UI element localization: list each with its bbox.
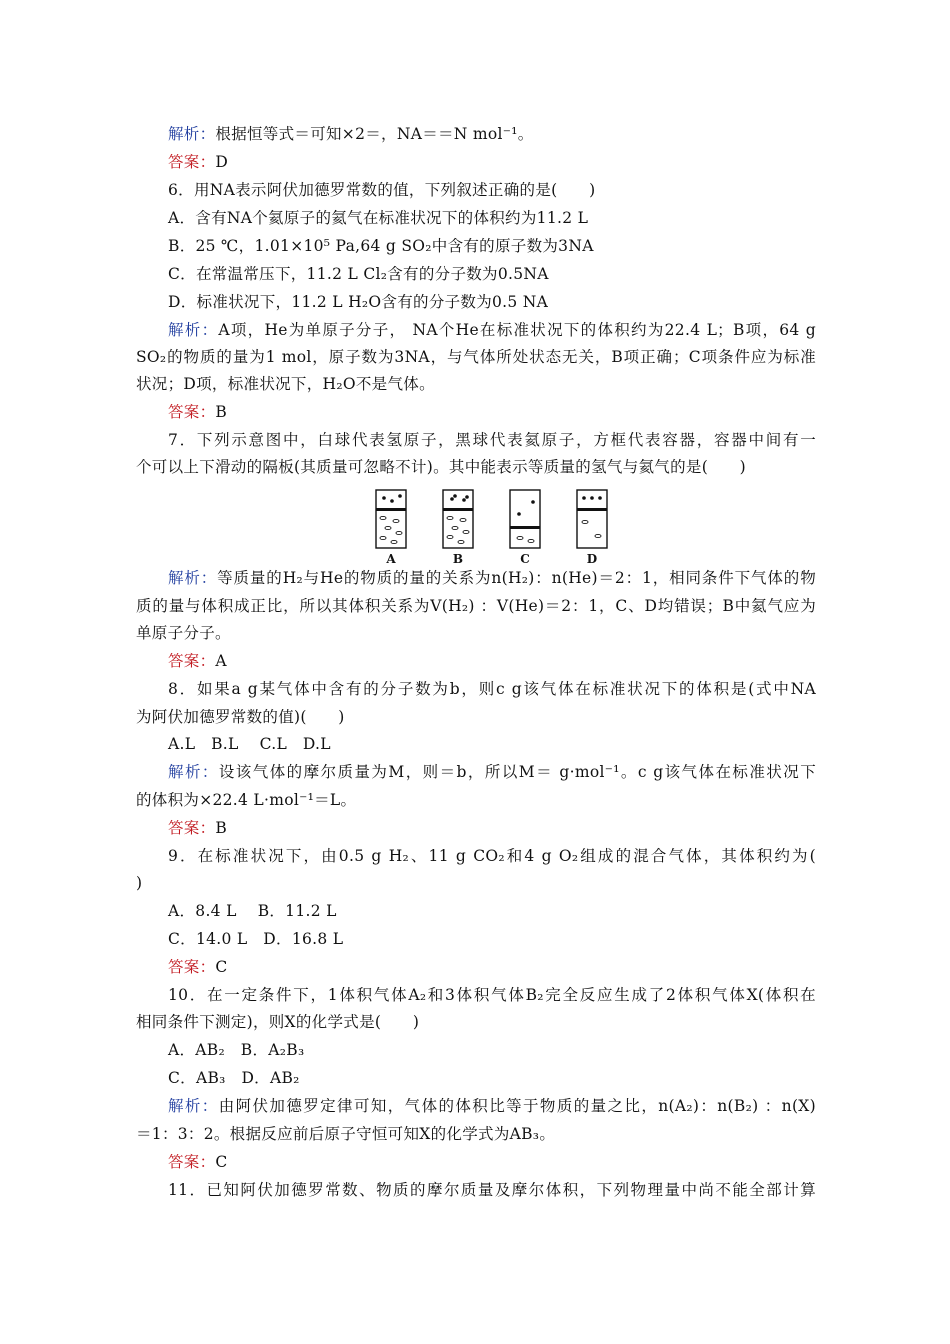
q6-answer <box>168 402 816 422</box>
container-b <box>443 490 473 548</box>
q8-stem-line-1: 8．如果a g某气体中含有的分子数为b，则c g该气体在标准状况下的体积是(式中NA <box>168 680 816 698</box>
answer-label: 答案： <box>168 1153 216 1171</box>
q7-answer <box>168 651 816 671</box>
figure-label-a: A <box>386 552 396 566</box>
analysis-label: 解析： <box>168 125 216 143</box>
q10-options-1: A．AB₂ B．A₂B₃ <box>168 1041 305 1059</box>
answer-label: 答案： <box>168 403 216 421</box>
q7-analysis-line-3: 单原子分子。 <box>136 624 231 642</box>
answer-value: C <box>215 1153 228 1171</box>
q9-options-1: A．8.4 L B．11.2 L <box>168 902 337 920</box>
container-d <box>577 490 607 548</box>
figure-label-b: B <box>452 552 464 566</box>
q8-answer <box>168 818 816 838</box>
q10-analysis-line-2: ＝1：3：2。根据反应前后原子守恒可知X的化学式为AB₃。 <box>136 1125 556 1143</box>
answer-label: 答案： <box>168 153 216 171</box>
analysis-label: 解析： <box>168 1097 219 1115</box>
analysis-text: 设该气体的摩尔质量为M，则＝b，所以M＝ g·mol⁻¹。c g该气体在标准状况下 <box>218 763 816 781</box>
container-a <box>376 490 406 548</box>
answer-value: B <box>215 819 228 837</box>
figure-label-c: C <box>520 552 530 566</box>
q8-analysis-line-2: 的体积为×22.4 L·mol⁻¹＝L。 <box>136 791 357 809</box>
q10-options-2: C．AB₃ D．AB₂ <box>168 1069 300 1087</box>
q7-container-diagram <box>370 486 620 568</box>
analysis-label: 解析： <box>168 569 218 587</box>
analysis-text: A项，He为单原子分子， NA个He在标准状况下的体积约为22.4 L；B项，64 g <box>218 321 817 339</box>
q6-analysis-line-1 <box>168 320 816 340</box>
answer-label: 答案： <box>168 652 216 670</box>
q10-analysis-line-1 <box>168 1096 816 1116</box>
q6-option-d: D．标准状况下，11.2 L H₂O含有的分子数为0.5 NA <box>168 293 549 311</box>
q10-stem-line-1: 10．在一定条件下，1体积气体A₂和3体积气体B₂完全反应生成了2体积气体X(体积在 <box>168 986 816 1004</box>
q6-option-b: B．25 ℃，1.01×10⁵ Pa,64 g SO₂中含有的原子数为3NA <box>168 237 594 255</box>
container-c <box>510 490 540 548</box>
q11-stem-line-1: 11．已知阿伏加德罗常数、物质的摩尔质量及摩尔体积，下列物理量中尚不能全部计算 <box>168 1181 816 1199</box>
q5-answer <box>168 152 816 172</box>
analysis-text: 由阿伏加德罗定律可知，气体的体积比等于物质的量之比，n(A₂)：n(B₂) ：n(X) <box>218 1097 816 1115</box>
q8-analysis-line-1 <box>168 762 816 782</box>
q6-stem: 6．用NA表示阿伏加德罗常数的值，下列叙述正确的是( ) <box>168 181 596 199</box>
q8-options: A.L B.L C.L D.L <box>168 735 331 753</box>
q9-stem-line-2: ) <box>136 874 143 892</box>
q8-stem-line-2: 为阿伏加德罗常数的值)( ) <box>136 708 345 726</box>
q7-stem-line-2: 个可以上下滑动的隔板(其质量可忽略不计)。其中能表示等质量的氢气与氦气的是( ) <box>136 458 746 476</box>
analysis-label: 解析： <box>168 321 219 339</box>
q5-analysis <box>168 124 816 144</box>
q7-analysis-line-2: 质的量与体积成正比，所以其体积关系为V(H₂) ：V(He)＝2：1，C、D均错误；B中氦气应为 <box>136 597 816 615</box>
answer-value: D <box>215 153 229 171</box>
q7-analysis-line-1 <box>168 568 816 588</box>
answer-value: B <box>215 403 228 421</box>
q6-option-a: A．含有NA个氦原子的氦气在标准状况下的体积约为11.2 L <box>168 209 589 227</box>
q10-stem-line-2: 相同条件下测定)，则X的化学式是( ) <box>136 1013 420 1031</box>
q6-analysis-line-2: SO₂的物质的量为1 mol，原子数为3NA，与气体所处状态无关，B项正确；C项条件应为标准 <box>136 348 816 366</box>
analysis-label: 解析： <box>168 763 219 781</box>
q9-answer <box>168 957 816 977</box>
answer-value: A <box>215 652 227 670</box>
q6-analysis-line-3: 状况；D项，标准状况下，H₂O不是气体。 <box>136 375 435 393</box>
q7-stem-line-1: 7．下列示意图中，白球代表氢原子，黑球代表氦原子，方框代表容器，容器中间有一 <box>168 431 816 449</box>
q6-option-c: C．在常温常压下，11.2 L Cl₂含有的分子数为0.5NA <box>168 265 549 283</box>
answer-value: C <box>215 958 228 976</box>
answer-label: 答案： <box>168 819 216 837</box>
q9-stem-line-1: 9．在标准状况下，由0.5 g H₂、11 g CO₂和4 g O₂组成的混合气体，其体积约为( <box>168 847 816 865</box>
analysis-text: 根据恒等式＝可知×2＝，NA＝＝N mol⁻¹。 <box>215 125 534 143</box>
q10-answer <box>168 1152 816 1172</box>
q9-options-2: C．14.0 L D．16.8 L <box>168 930 344 948</box>
analysis-text: 等质量的H₂与He的物质的量的关系为n(H₂)：n(He)＝2：1，相同条件下气体的物 <box>217 569 816 587</box>
figure-label-d: D <box>586 552 598 566</box>
answer-label: 答案： <box>168 958 216 976</box>
